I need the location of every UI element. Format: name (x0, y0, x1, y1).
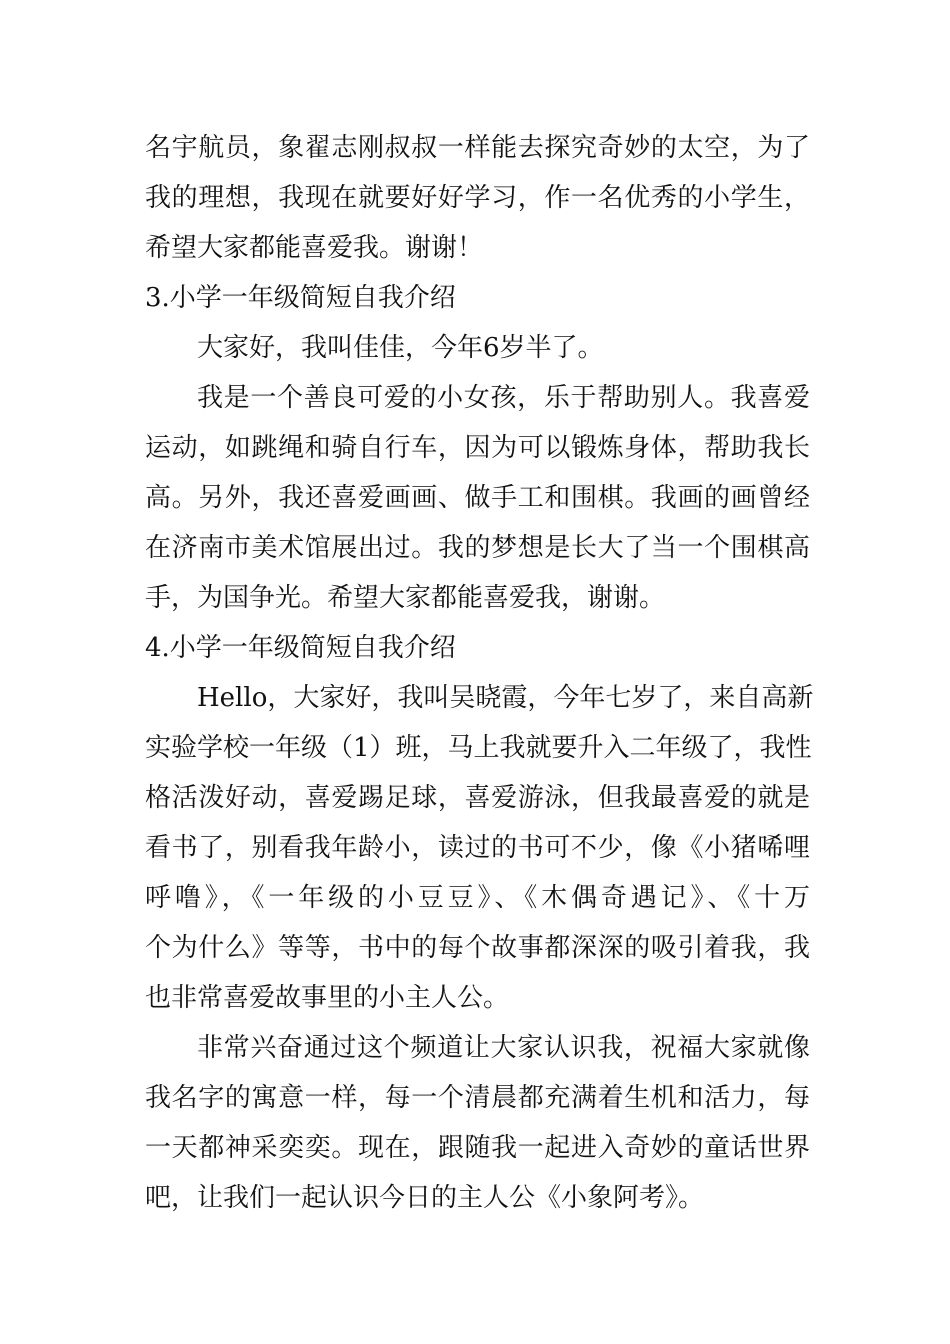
text-line: 我名字的寓意一样，每一个清晨都充满着生机和活力，每 (145, 1083, 810, 1113)
text-line: 在济南市美术馆展出过。我的梦想是长大了当一个围棋高 (145, 533, 810, 563)
text-line: 手，为国争光。希望大家都能喜爱我，谢谢。 (145, 583, 666, 613)
text-line: 高。另外，我还喜爱画画、做手工和围棋。我画的画曾经 (145, 483, 810, 513)
text-line: 个为什么》等等，书中的每个故事都深深的吸引着我，我 (145, 933, 810, 963)
text-line: 我的理想，我现在就要好好学习，作一名优秀的小学生， (145, 183, 810, 213)
text-line: 实验学校一年级（1）班，马上我就要升入二年级了，我性 (145, 733, 812, 763)
text-line: 看书了，别看我年龄小，读过的书可不少，像《小猪唏哩 (145, 833, 810, 863)
text-line: 一天都神采奕奕。现在，跟随我一起进入奇妙的童话世界 (145, 1133, 810, 1163)
text-line: 大家好，我叫佳佳，今年6岁半了。 (197, 333, 604, 363)
text-line: 我是一个善良可爱的小女孩，乐于帮助别人。我喜爱 (197, 383, 810, 413)
text-line: 非常兴奋通过这个频道让大家认识我，祝福大家就像 (197, 1033, 810, 1063)
text-line: 运动，如跳绳和骑自行车，因为可以锻炼身体，帮助我长 (145, 433, 810, 463)
text-line: 希望大家都能喜爱我。谢谢！ (145, 233, 484, 263)
text-line: 也非常喜爱故事里的小主人公。 (145, 983, 510, 1013)
text-line: 呼噜》，《一年级的小豆豆》、《木偶奇遇记》、《十万 (145, 883, 810, 913)
text-line: 名宇航员，象翟志刚叔叔一样能去探究奇妙的太空，为了 (145, 133, 810, 163)
text-line: 格活泼好动，喜爱踢足球，喜爱游泳，但我最喜爱的就是 (145, 783, 810, 813)
text-line: Hello，大家好，我叫吴晓霞，今年七岁了，来自高新 (197, 683, 814, 713)
text-line: 吧，让我们一起认识今日的主人公《小象阿考》。 (145, 1183, 705, 1213)
section-heading-3: 3.小学一年级简短自我介绍 (145, 283, 456, 313)
section-heading-4: 4.小学一年级简短自我介绍 (145, 633, 456, 663)
